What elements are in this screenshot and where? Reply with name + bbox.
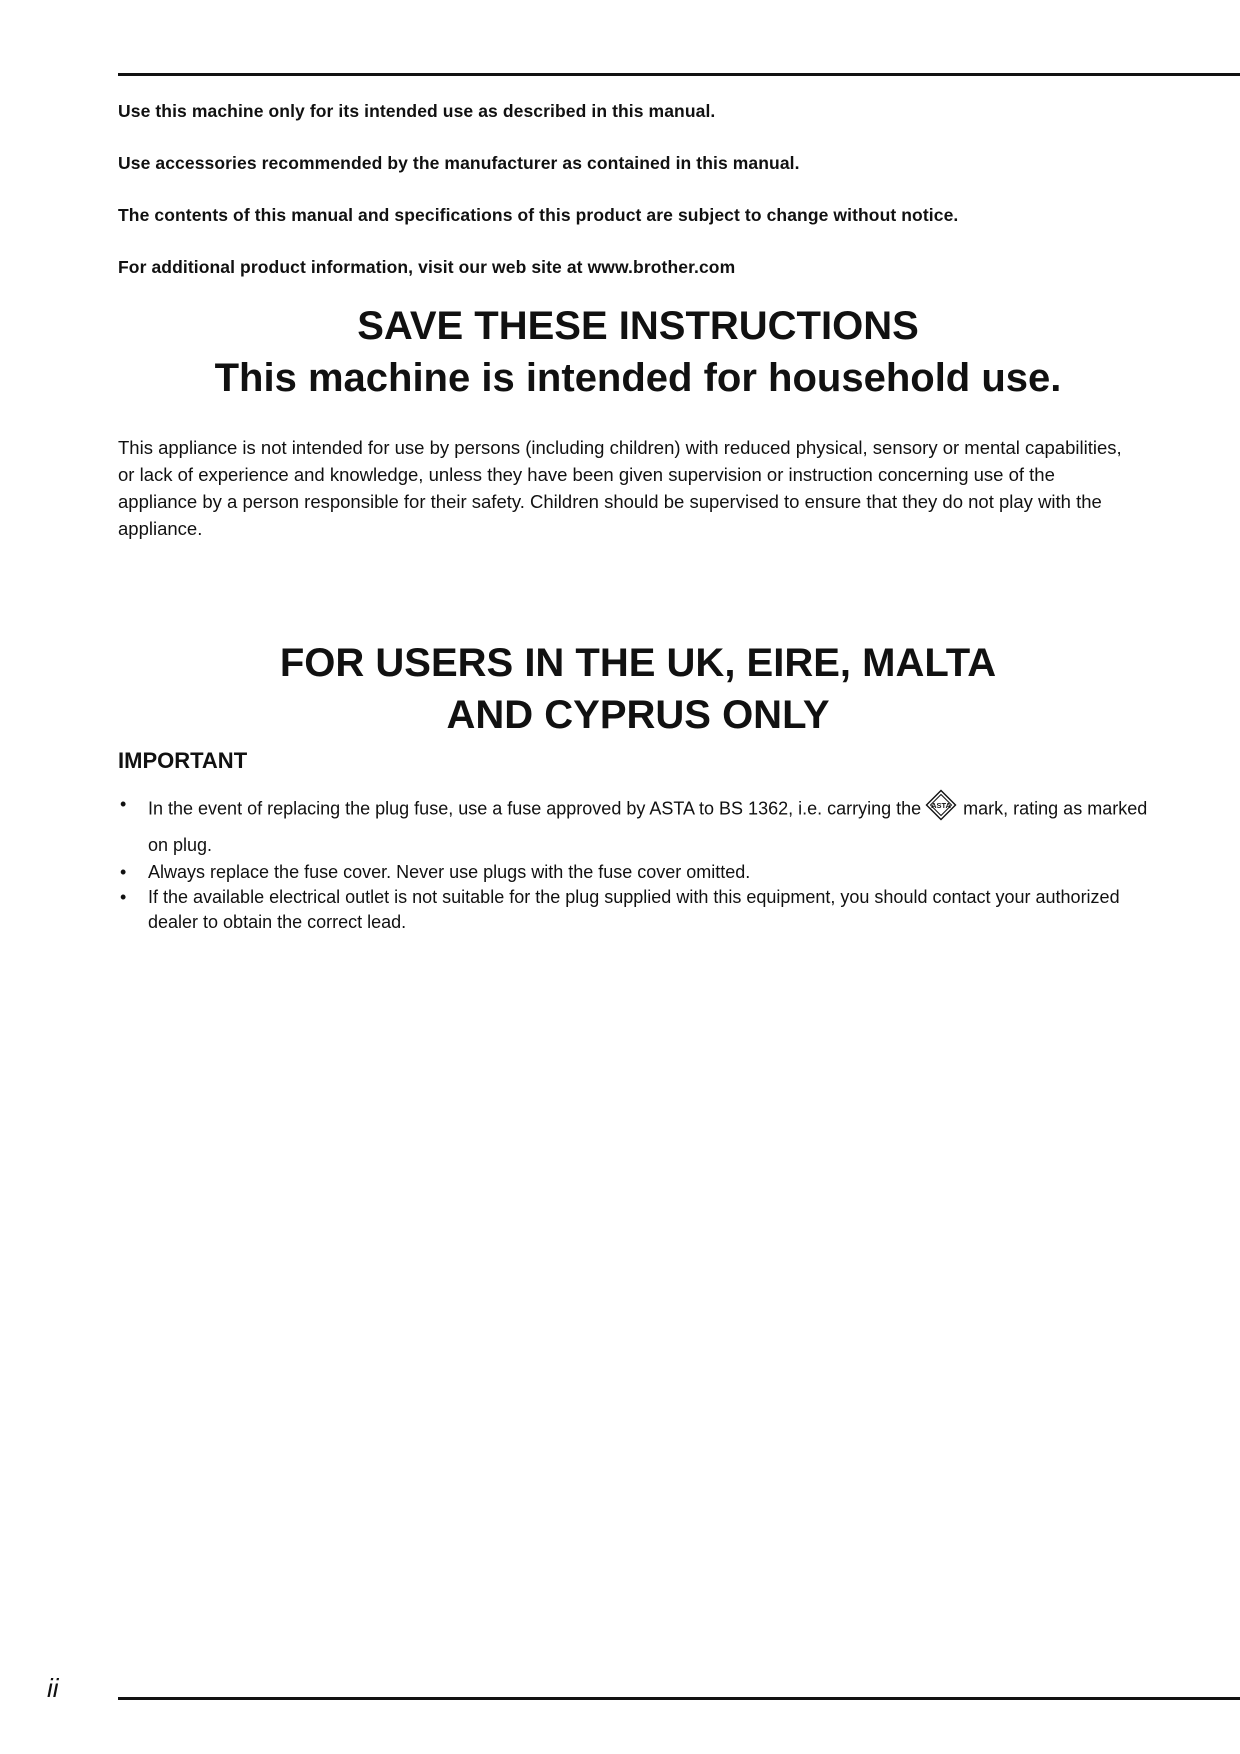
top-rule bbox=[118, 73, 1240, 76]
save-heading-line2: This machine is intended for household use. bbox=[214, 356, 1062, 400]
uk-heading-line2: AND CYPRUS ONLY bbox=[446, 693, 830, 737]
save-instructions-heading bbox=[118, 300, 1158, 404]
note-website: For additional product information, visit our web site at www.brother.com bbox=[118, 257, 736, 277]
note-accessories: Use accessories recommended by the manufacturer as contained in this manual. bbox=[118, 153, 800, 173]
list-item bbox=[118, 789, 1148, 860]
save-heading-line1: SAVE THESE INSTRUCTIONS bbox=[357, 304, 919, 348]
uk-users-heading bbox=[118, 637, 1158, 741]
important-heading: IMPORTANT bbox=[118, 748, 248, 773]
list-item: • If the available electrical outlet is not suitable for the plug supplied with this equipment, you should contact your authorized dealer to obtain the correct lead. bbox=[118, 885, 1148, 935]
list-item: • Always replace the fuse cover. Never use plugs with the fuse cover omitted. bbox=[118, 860, 1148, 885]
note-intended-use: Use this machine only for its intended use as described in this manual. bbox=[118, 101, 716, 121]
bullet1-text-after: mark, rating as marked on plug. bbox=[148, 798, 1148, 855]
asta-mark-icon bbox=[925, 789, 957, 830]
important-bullet-list bbox=[118, 789, 1148, 935]
bullet1-text-before: In the event of replacing the plug fuse, use a fuse approved by ASTA to BS 1362, i.e. carrying the bbox=[148, 798, 922, 819]
appliance-warning-paragraph: This appliance is not intended for use by persons (including children) with reduced physical, sensory or mental capabilities, or lack of experience and knowledge, unless they have been given supervision or instruction concerning use of the appliance by a person responsible for their safety. Children should be supervised to ensure that they do not play with the appliance. bbox=[118, 437, 1122, 539]
svg-text:ASTA: ASTA bbox=[931, 801, 952, 810]
uk-heading-line1: FOR USERS IN THE UK, EIRE, MALTA bbox=[279, 641, 997, 685]
page-number: ii bbox=[47, 1673, 59, 1703]
bottom-rule bbox=[118, 1697, 1240, 1700]
note-specifications-change: The contents of this manual and specifications of this product are subject to change without notice. bbox=[118, 205, 959, 225]
